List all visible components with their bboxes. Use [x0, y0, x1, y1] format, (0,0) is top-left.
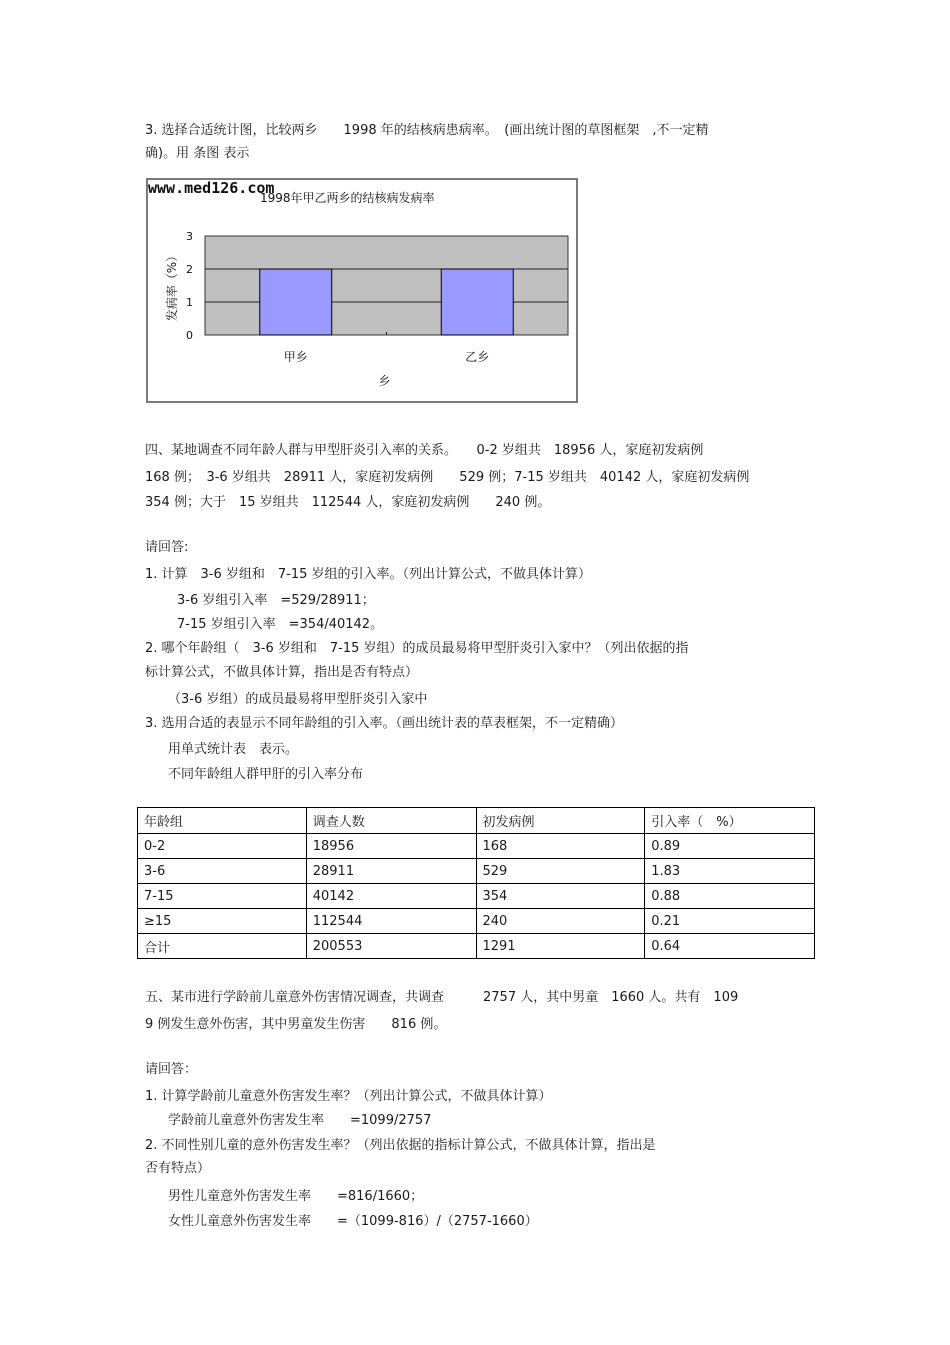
table-row-total: [138, 934, 815, 959]
table-cell: 3-6: [138, 859, 307, 884]
table-cell: 112544: [306, 909, 476, 934]
section-5-ask: 请回答：: [145, 1062, 198, 1077]
table-cell: 0.88: [645, 884, 815, 909]
table-cell: 18956: [306, 834, 476, 859]
section-5-answer-2-line-2: 女性儿童意外伤害发生率 =（1099-816）/（2757-1660）: [168, 1214, 538, 1229]
section-5-question-2-line-2: 否有特点）: [145, 1161, 211, 1176]
table-cell: 0.64: [645, 934, 815, 959]
table-row: [138, 859, 815, 884]
bar-chart-frame: [146, 178, 578, 403]
table-title: 不同年龄组人群甲肝的引入率分布: [168, 767, 364, 782]
table-header-cell: 引入率（ %）: [645, 808, 815, 834]
section-5-question-2-line-1: 2. 不同性别儿童的意外伤害发生率？（列出依据的指标计算公式，不做具体计算，指出是: [145, 1138, 656, 1153]
question-3-line-2: 确)。用 条图 表示: [145, 146, 250, 161]
section-4-intro-line-1: 四、某地调查不同年龄人群与甲型肝炎引入率的关系。 0-2 岁组共 18956 人，家庭初发病例: [145, 443, 704, 458]
chart-bar: [260, 269, 332, 335]
section-4-question-2-line-1: 2. 哪个年龄组（ 3-6 岁组和 7-15 岁组）的成员最易将甲型肝炎引入家中？（列出依据的指: [145, 641, 689, 656]
section-5-intro-line-2: 9 例发生意外伤害，其中男童发生伤害 816 例。: [145, 1017, 447, 1032]
table-row: [138, 834, 815, 859]
section-4-question-1: 1. 计算 3-6 岁组和 7-15 岁组的引入率。（列出计算公式，不做具体计算）: [145, 567, 592, 582]
section-5-question-1: 1. 计算学龄前儿童意外伤害发生率？（列出计算公式，不做具体计算）: [145, 1089, 552, 1104]
table-cell: 0-2: [138, 834, 307, 859]
chart-x-tick-label: 甲乡: [283, 350, 308, 364]
chart-x-tick-label: 乙乡: [465, 350, 490, 364]
table-cell: 168: [476, 834, 645, 859]
table-row: [138, 884, 815, 909]
chart-bar: [441, 269, 513, 335]
table-cell: 40142: [306, 884, 476, 909]
table-cell: 1291: [476, 934, 645, 959]
chart-x-axis-label: 乡: [378, 374, 391, 388]
chart-title: 1998年甲乙两乡的结核病发病率: [260, 191, 435, 205]
section-4-answer-1-line-1: 3-6 岁组引入率 =529/28911；: [177, 593, 375, 608]
section-5-intro-line-1: 五、某市进行学龄前儿童意外伤害情况调查，共调查 2757 人，其中男童 1660 人。共有 109: [145, 990, 739, 1005]
table-cell: 240: [476, 909, 645, 934]
section-4-intro-line-2: 168 例； 3-6 岁组共 28911 人，家庭初发病例 529 例；7-15 岁组共 40142 人，家庭初发病例: [145, 470, 750, 485]
chart-y-tick-label: 0: [186, 329, 193, 342]
rate-table: [137, 807, 815, 959]
table-cell: 354: [476, 884, 645, 909]
chart-y-axis-label: 发病率（%）: [165, 249, 179, 322]
table-cell: 7-15: [138, 884, 307, 909]
table-cell: ≥15: [138, 909, 307, 934]
section-5-answer-1: 学龄前儿童意外伤害发生率 =1099/2757: [168, 1113, 432, 1128]
table-header-row: [138, 808, 815, 834]
bar-chart: [148, 180, 576, 401]
section-4-question-3: 3. 选用合适的表显示不同年龄组的引入率。（画出统计表的草表框架，不一定精确）: [145, 716, 624, 731]
section-4-answer-3: 用单式统计表 表示。: [168, 742, 299, 757]
section-5-answer-2-line-1: 男性儿童意外伤害发生率 =816/1660；: [168, 1189, 424, 1204]
chart-y-tick-label: 3: [186, 230, 193, 243]
table-header-cell: 调查人数: [306, 808, 476, 834]
table-cell: 529: [476, 859, 645, 884]
table-cell: 200553: [306, 934, 476, 959]
question-3-line-1: 3. 选择合适统计图，比较两乡 1998 年的结核病患病率。 (画出统计图的草图框架 ,不一定精: [145, 123, 709, 138]
chart-y-tick-label: 1: [186, 296, 193, 309]
section-4-ask: 请回答:: [145, 540, 189, 555]
section-4-answer-2: （3-6 岁组）的成员最易将甲型肝炎引入家中: [168, 692, 428, 707]
table-cell: 0.21: [645, 909, 815, 934]
table-cell: 1.83: [645, 859, 815, 884]
chart-watermark: www.med126.com: [148, 180, 275, 197]
section-4-question-2-line-2: 标计算公式，不做具体计算，指出是否有特点）: [145, 665, 419, 680]
table-row: [138, 909, 815, 934]
table-header-cell: 初发病例: [476, 808, 645, 834]
section-4-intro-line-3: 354 例；大于 15 岁组共 112544 人，家庭初发病例 240 例。: [145, 495, 551, 510]
table-cell: 合计: [138, 934, 307, 959]
table-cell: 28911: [306, 859, 476, 884]
chart-y-tick-label: 2: [186, 263, 193, 276]
table-cell: 0.89: [645, 834, 815, 859]
table-header-cell: 年龄组: [138, 808, 307, 834]
section-4-answer-1-line-2: 7-15 岁组引入率 =354/40142。: [177, 617, 384, 632]
